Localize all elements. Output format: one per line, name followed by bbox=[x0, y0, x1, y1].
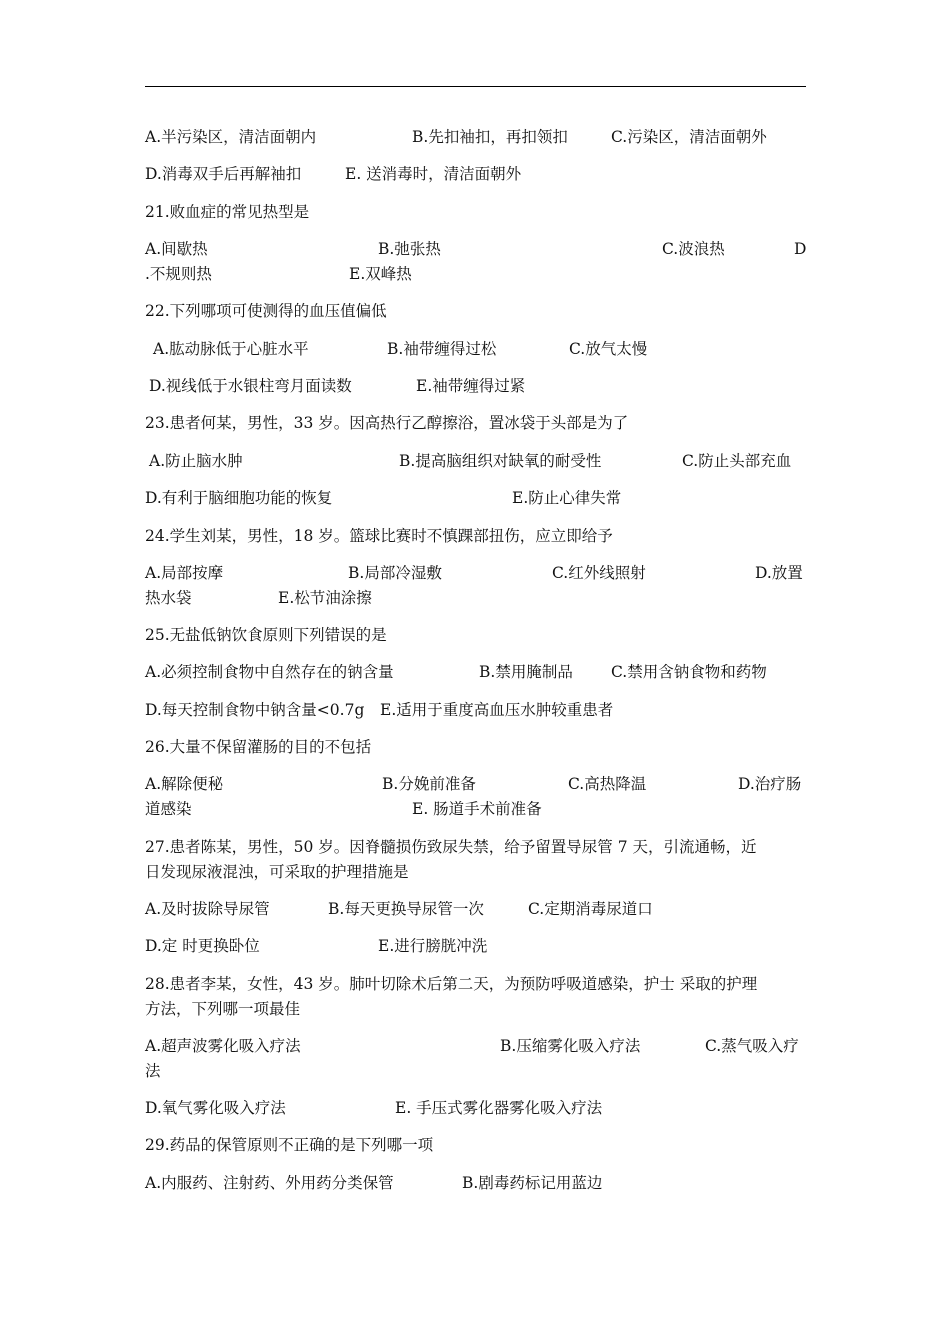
q26-stem: 26.大量不保留灌肠的目的不包括 bbox=[145, 738, 372, 756]
q27-option-a: A.及时拔除导尿管 bbox=[145, 900, 270, 918]
q25-option-d: D.每天控制食物中钠含量<0.7g bbox=[145, 701, 365, 719]
q29-option-a: A.内服药、注射药、外用药分类保管 bbox=[145, 1174, 394, 1192]
q20-option-b: B.先扣袖扣，再扣领扣 bbox=[412, 128, 568, 146]
q28-stem-line2: 方法，下列哪一项最佳 bbox=[145, 1000, 301, 1018]
q22-option-a: A.肱动脉低于心脏水平 bbox=[153, 340, 309, 358]
q20-option-a: A.半污染区，清洁面朝内 bbox=[145, 128, 317, 146]
q28-option-d: D.氧气雾化吸入疗法 bbox=[145, 1099, 286, 1117]
q26-option-c: C.高热降温 bbox=[568, 775, 647, 793]
q25-option-b: B.禁用腌制品 bbox=[479, 663, 573, 681]
q25-option-e: E.适用于重度高血压水肿较重患者 bbox=[380, 701, 614, 719]
q24-option-e: E.松节油涂擦 bbox=[278, 589, 372, 607]
q20-option-c: C.污染区，清洁面朝外 bbox=[611, 128, 767, 146]
q23-stem: 23.患者何某，男性，33 岁。因高热行乙醇擦浴，置冰袋于头部是为了 bbox=[145, 414, 629, 432]
q27-option-e: E.进行膀胱冲洗 bbox=[378, 937, 488, 955]
q28-option-c-part2: 法 bbox=[145, 1062, 161, 1080]
q23-option-b: B.提高脑组织对缺氧的耐受性 bbox=[399, 452, 602, 470]
q27-option-b: B.每天更换导尿管一次 bbox=[328, 900, 484, 918]
q24-stem: 24.学生刘某，男性，18 岁。篮球比赛时不慎踝部扭伤，应立即给予 bbox=[145, 527, 613, 545]
q26-option-b: B.分娩前准备 bbox=[382, 775, 476, 793]
q22-option-e: E.袖带缠得过紧 bbox=[416, 377, 526, 395]
q28-option-c-part1: C.蒸气吸入疗 bbox=[705, 1037, 799, 1055]
q23-option-c: C.防止头部充血 bbox=[682, 452, 792, 470]
q21-option-b: B.弛张热 bbox=[378, 240, 441, 258]
q28-option-a: A.超声波雾化吸入疗法 bbox=[145, 1037, 301, 1055]
q21-option-d-part1: D bbox=[794, 240, 807, 258]
q26-option-d-part1: D.治疗肠 bbox=[738, 775, 802, 793]
q24-option-d-part2: 热水袋 bbox=[145, 589, 192, 607]
q22-option-b: B.袖带缠得过松 bbox=[387, 340, 497, 358]
q25-stem: 25.无盐低钠饮食原则下列错误的是 bbox=[145, 626, 387, 644]
q25-option-a: A.必须控制食物中自然存在的钠含量 bbox=[145, 663, 394, 681]
q27-stem-line1: 27.患者陈某，男性，50 岁。因脊髓损伤致尿失禁，给予留置导尿管 7 天，引流通畅，近 bbox=[145, 838, 757, 856]
q24-option-c: C.红外线照射 bbox=[552, 564, 646, 582]
header-rule bbox=[145, 86, 806, 87]
q21-option-a: A.间歇热 bbox=[145, 240, 208, 258]
q24-option-a: A.局部按摩 bbox=[145, 564, 224, 582]
q26-option-a: A.解除便秘 bbox=[145, 775, 224, 793]
q21-stem: 21.败血症的常见热型是 bbox=[145, 203, 310, 221]
q24-option-b: B.局部冷湿敷 bbox=[348, 564, 442, 582]
q28-option-e: E. 手压式雾化器雾化吸入疗法 bbox=[395, 1099, 603, 1117]
q29-stem: 29.药品的保管原则不正确的是下列哪一项 bbox=[145, 1136, 434, 1154]
q20-option-d: D.消毒双手后再解袖扣 bbox=[145, 165, 302, 183]
q22-stem: 22.下列哪项可使测得的血压值偏低 bbox=[145, 302, 387, 320]
q21-option-d-part2: .不规则热 bbox=[145, 265, 212, 283]
q25-option-c: C.禁用含钠食物和药物 bbox=[611, 663, 767, 681]
q22-option-c: C.放气太慢 bbox=[569, 340, 648, 358]
q20-option-e: E. 送消毒时，清洁面朝外 bbox=[345, 165, 522, 183]
q23-option-d: D.有利于脑细胞功能的恢复 bbox=[145, 489, 333, 507]
q28-stem-line1: 28.患者李某，女性，43 岁。肺叶切除术后第二天，为预防呼吸道感染，护士 采取的护理 bbox=[145, 975, 758, 993]
q21-option-c: C.波浪热 bbox=[662, 240, 725, 258]
q27-option-d: D.定 时更换卧位 bbox=[145, 937, 260, 955]
q29-option-b: B.剧毒药标记用蓝边 bbox=[462, 1174, 603, 1192]
q24-option-d-part1: D.放置 bbox=[755, 564, 803, 582]
q27-stem-line2: 日发现尿液混浊，可采取的护理措施是 bbox=[145, 863, 409, 881]
q27-option-c: C.定期消毒尿道口 bbox=[528, 900, 653, 918]
q28-option-b: B.压缩雾化吸入疗法 bbox=[500, 1037, 641, 1055]
q23-option-a: A.防止脑水肿 bbox=[149, 452, 243, 470]
q23-option-e: E.防止心律失常 bbox=[512, 489, 622, 507]
q21-option-e: E.双峰热 bbox=[349, 265, 412, 283]
q26-option-d-part2: 道感染 bbox=[145, 800, 192, 818]
q26-option-e: E. 肠道手术前准备 bbox=[412, 800, 542, 818]
q22-option-d: D.视线低于水银柱弯月面读数 bbox=[149, 377, 352, 395]
